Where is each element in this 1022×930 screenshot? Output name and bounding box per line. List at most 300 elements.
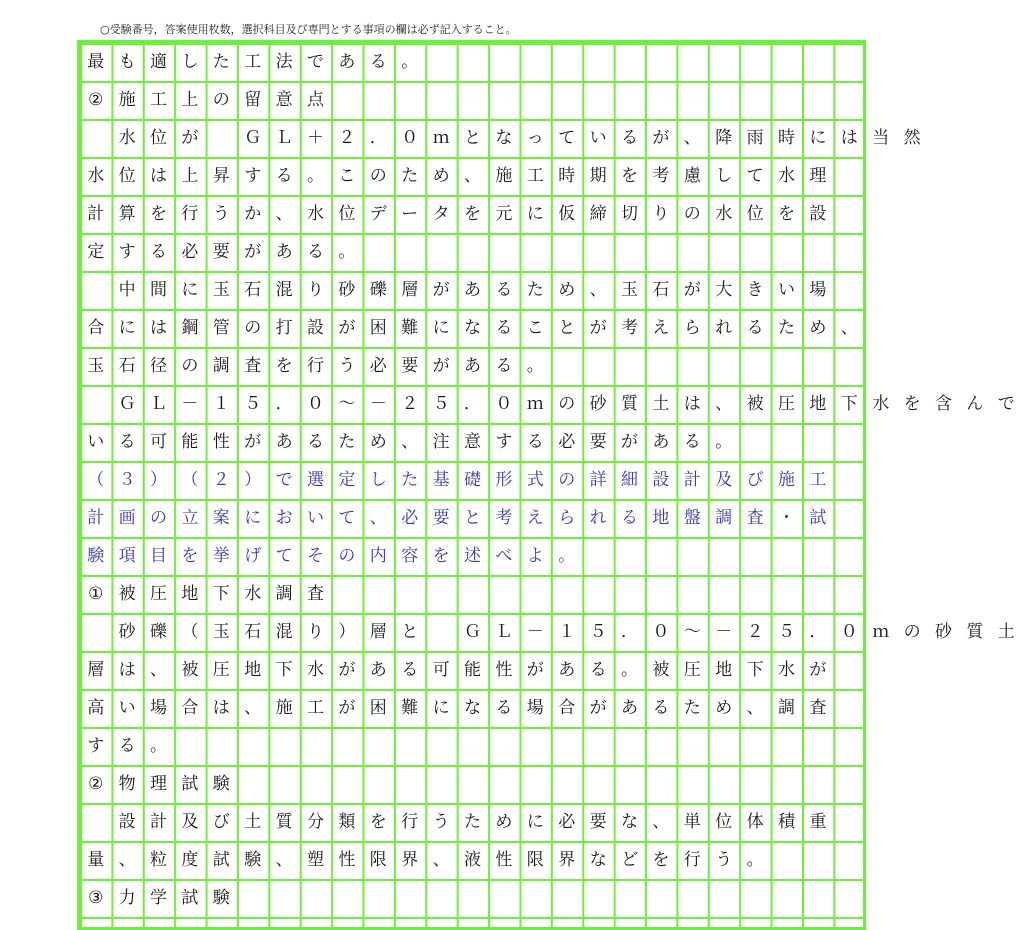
answer-row: [80, 43, 980, 81]
grid-char: ん: [966, 394, 984, 414]
grid-char: ５: [244, 394, 262, 414]
grid-char: あ: [463, 356, 481, 376]
grid-char: の: [212, 90, 230, 110]
grid-char: 水: [777, 166, 795, 186]
grid-char: め: [558, 280, 576, 300]
grid-char: 砂: [338, 280, 356, 300]
grid-char: は: [149, 166, 167, 186]
grid-char: の: [558, 394, 576, 414]
grid-char: す: [118, 242, 136, 262]
grid-char: と: [463, 128, 481, 148]
grid-char: 詳: [589, 470, 607, 490]
grid-char: 水: [715, 204, 733, 224]
grid-char: 水: [118, 128, 136, 148]
grid-char: 混: [275, 622, 293, 642]
grid-char: 。: [149, 736, 167, 756]
grid-char: な: [589, 850, 607, 870]
grid-char: あ: [620, 698, 638, 718]
answer-row: [80, 119, 980, 157]
grid-char: ら: [683, 318, 701, 338]
grid-char: 考: [495, 508, 513, 528]
grid-char: 点: [306, 90, 324, 110]
grid-char: に: [526, 812, 544, 832]
grid-char: 玉: [212, 280, 230, 300]
grid-char: 上: [181, 166, 199, 186]
grid-char: 、: [840, 318, 858, 338]
grid-char: 考: [620, 318, 638, 338]
grid-char: 。: [558, 546, 576, 566]
grid-char: 圧: [212, 660, 230, 680]
grid-char: 性: [495, 850, 513, 870]
grid-char: 設: [652, 470, 670, 490]
grid-char: 土: [997, 622, 1015, 642]
grid-char: め: [369, 432, 387, 452]
grid-char: 砂: [934, 622, 952, 642]
grid-char: 及: [181, 812, 199, 832]
answer-row: [80, 271, 980, 309]
grid-char: [80, 271, 111, 309]
grid-char: 性: [338, 850, 356, 870]
grid-char: に: [118, 318, 136, 338]
grid-char: 地: [715, 660, 733, 680]
grid-char: 位: [149, 128, 167, 148]
grid-char: ２: [212, 470, 230, 490]
grid-char: 地: [181, 584, 199, 604]
grid-char: た: [463, 812, 481, 832]
grid-char: 、: [149, 660, 167, 680]
grid-char: 盤: [683, 508, 701, 528]
grid-char: 圧: [683, 660, 701, 680]
grid-char: 要: [432, 508, 450, 528]
grid-char: が: [620, 432, 638, 452]
grid-char: 液: [463, 850, 481, 870]
grid-char: 期: [589, 166, 607, 186]
grid-char: 選: [306, 470, 324, 490]
grid-char: 試: [181, 774, 199, 794]
grid-char: の: [181, 356, 199, 376]
grid-char: の: [369, 166, 387, 186]
grid-char: 式: [526, 470, 544, 490]
grid-char: 圧: [777, 394, 795, 414]
grid-char: 時: [558, 166, 576, 186]
grid-char: 計: [87, 508, 105, 528]
grid-char: が: [244, 432, 262, 452]
grid-char: 圧: [149, 584, 167, 604]
grid-char: ～: [338, 394, 356, 414]
grid-char: に: [809, 128, 827, 148]
grid-char: [80, 613, 111, 651]
grid-char: 量: [87, 850, 105, 870]
grid-char: タ: [432, 204, 450, 224]
grid-char: び: [212, 812, 230, 832]
grid-char: 性: [212, 432, 230, 452]
grid-char: で: [275, 470, 293, 490]
grid-char: ５: [432, 394, 450, 414]
answer-row: [80, 727, 980, 765]
grid-char: り: [306, 622, 324, 642]
grid-char: 上: [181, 90, 199, 110]
grid-char: に: [432, 318, 450, 338]
answer-row: [80, 233, 980, 271]
grid-char: り: [306, 280, 324, 300]
grid-char: 土: [652, 394, 670, 414]
grid-char: 中: [118, 280, 136, 300]
grid-char: 、: [746, 698, 764, 718]
grid-char: 要: [589, 432, 607, 452]
grid-char: る: [306, 432, 324, 452]
grid-char: る: [495, 356, 513, 376]
grid-char: が: [338, 698, 356, 718]
answer-row: [80, 385, 1015, 423]
grid-char: が: [244, 242, 262, 262]
grid-char: る: [495, 280, 513, 300]
grid-char: 石: [118, 356, 136, 376]
grid-char: [425, 613, 456, 651]
grid-char: 締: [589, 204, 607, 224]
grid-char: 行: [401, 812, 419, 832]
grid-char: っ: [526, 128, 544, 148]
grid-char: ）: [338, 622, 356, 642]
grid-char: 塑: [306, 850, 324, 870]
grid-char: 最: [87, 52, 105, 72]
grid-char: 積: [777, 812, 795, 832]
grid-char: 挙: [212, 546, 230, 566]
grid-char: 鋼: [181, 318, 199, 338]
grid-char: ～: [683, 622, 701, 642]
grid-char: 石: [244, 280, 262, 300]
grid-char: 述: [463, 546, 481, 566]
grid-char: 。: [338, 242, 356, 262]
grid-char: が: [432, 280, 450, 300]
grid-char: す: [87, 736, 105, 756]
grid-char: を: [463, 204, 481, 224]
grid-char: 査: [244, 356, 262, 376]
grid-char: を: [432, 546, 450, 566]
grid-char: 施: [275, 698, 293, 718]
grid-char: 下: [840, 394, 858, 414]
grid-char: る: [589, 660, 607, 680]
grid-char: を: [903, 394, 921, 414]
question-row: [80, 537, 980, 575]
grid-char: [80, 385, 111, 423]
grid-char: る: [401, 660, 419, 680]
grid-char: －: [181, 394, 199, 414]
grid-char: 必: [181, 242, 199, 262]
grid-char: 物: [118, 774, 136, 794]
grid-char: ③: [88, 888, 104, 908]
grid-char: 地: [244, 660, 262, 680]
grid-char: 調: [777, 698, 795, 718]
grid-char: 、: [652, 812, 670, 832]
grid-char: 項: [118, 546, 136, 566]
grid-char: 容: [401, 546, 419, 566]
grid-char: う: [432, 812, 450, 832]
grid-char: 試: [212, 850, 230, 870]
grid-char: 、: [244, 698, 262, 718]
grid-char: あ: [463, 280, 481, 300]
grid-char: の: [903, 622, 921, 642]
grid-char: 可: [432, 660, 450, 680]
grid-char: を: [777, 204, 795, 224]
grid-char: 層: [401, 280, 419, 300]
grid-char: れ: [589, 508, 607, 528]
grid-char: Ｌ: [275, 128, 293, 148]
grid-char: あ: [652, 432, 670, 452]
grid-char: 法: [275, 52, 293, 72]
answer-row: [80, 651, 980, 689]
grid-char: 定: [338, 470, 356, 490]
grid-char: 地: [652, 508, 670, 528]
grid-char: 可: [149, 432, 167, 452]
grid-char: 画: [118, 508, 136, 528]
grid-char: よ: [526, 546, 544, 566]
grid-char: 工: [244, 52, 262, 72]
grid-char: 査: [746, 508, 764, 528]
grid-char: 玉: [212, 622, 230, 642]
grid-char: な: [463, 698, 481, 718]
grid-char: が: [683, 280, 701, 300]
grid-char: 玉: [87, 356, 105, 376]
grid-char: 類: [338, 812, 356, 832]
grid-char: 限: [369, 850, 387, 870]
grid-char: 試: [181, 888, 199, 908]
grid-char: の: [149, 508, 167, 528]
grid-char: 慮: [683, 166, 701, 186]
grid-char: を: [149, 204, 167, 224]
grid-char: 雨: [746, 128, 764, 148]
grid-char: 砂: [589, 394, 607, 414]
grid-char: る: [683, 432, 701, 452]
grid-char: 計: [149, 812, 167, 832]
grid-char: 施: [118, 90, 136, 110]
grid-char: 及: [715, 470, 733, 490]
grid-char: 重: [809, 812, 827, 832]
grid-char: １: [212, 394, 230, 414]
grid-char: 工: [526, 166, 544, 186]
grid-char: 、: [369, 508, 387, 528]
grid-char: る: [652, 698, 670, 718]
grid-char: い: [118, 698, 136, 718]
grid-char: る: [495, 698, 513, 718]
grid-char: 土: [244, 812, 262, 832]
grid-char: 切: [620, 204, 638, 224]
grid-char: 石: [244, 622, 262, 642]
grid-char: 難: [401, 318, 419, 338]
grid-char: が: [338, 660, 356, 680]
grid-char: た: [526, 280, 544, 300]
grid-char: べ: [495, 546, 513, 566]
grid-char: 合: [558, 698, 576, 718]
grid-char: と: [463, 508, 481, 528]
grid-char: 験: [212, 774, 230, 794]
grid-char: ー: [401, 204, 419, 224]
grid-char: 単: [683, 812, 701, 832]
grid-char: 玉: [620, 280, 638, 300]
grid-char: 学: [149, 888, 167, 908]
answer-row: [80, 841, 980, 879]
grid-char: 細: [620, 470, 638, 490]
grid-char: ０: [652, 622, 670, 642]
grid-char: デ: [369, 204, 387, 224]
grid-char: り: [652, 204, 670, 224]
grid-char: は: [149, 318, 167, 338]
grid-char: 験: [244, 850, 262, 870]
question-row: [80, 461, 980, 499]
grid-char: （: [181, 470, 199, 490]
grid-char: 礫: [149, 622, 167, 642]
grid-char: 計: [87, 204, 105, 224]
grid-char: 合: [181, 698, 199, 718]
grid-char: き: [746, 280, 764, 300]
grid-char: 困: [369, 698, 387, 718]
answer-row: [80, 157, 980, 195]
grid-char: 水: [244, 584, 262, 604]
grid-char: 管: [212, 318, 230, 338]
grid-char: か: [244, 204, 262, 224]
grid-char: 被: [118, 584, 136, 604]
grid-char: を: [620, 166, 638, 186]
grid-char: す: [244, 166, 262, 186]
grid-char: 行: [306, 356, 324, 376]
grid-char: 大: [715, 280, 733, 300]
answer-row: [80, 803, 980, 841]
grid-char: れ: [715, 318, 733, 338]
grid-char: 石: [652, 280, 670, 300]
grid-char: [80, 119, 111, 157]
grid-char: 下: [212, 584, 230, 604]
grid-char: ０: [401, 128, 419, 148]
grid-char: ）: [149, 470, 167, 490]
grid-char: 砂: [118, 622, 136, 642]
grid-char: 礎: [463, 470, 481, 490]
grid-char: ＋: [306, 128, 324, 148]
grid-char: で: [306, 52, 324, 72]
grid-char: 能: [181, 432, 199, 452]
grid-char: 必: [558, 812, 576, 832]
grid-char: と: [558, 318, 576, 338]
grid-char: 昇: [212, 166, 230, 186]
grid-char: 位: [746, 204, 764, 224]
grid-char: が: [589, 698, 607, 718]
grid-char: て: [338, 508, 356, 528]
grid-char: め: [809, 318, 827, 338]
grid-char: 、: [401, 432, 419, 452]
grid-char: 内: [369, 546, 387, 566]
grid-char: 工: [149, 90, 167, 110]
answer-row: [80, 613, 1015, 651]
grid-char: 間: [149, 280, 167, 300]
grid-char: 考: [652, 166, 670, 186]
grid-char: 場: [526, 698, 544, 718]
grid-char: 能: [463, 660, 481, 680]
grid-char: （: [87, 470, 105, 490]
grid-char: は: [840, 128, 858, 148]
grid-char: う: [212, 204, 230, 224]
grid-char: え: [652, 318, 670, 338]
grid-char: で: [997, 394, 1015, 414]
grid-char: 留: [244, 90, 262, 110]
grid-char: 場: [809, 280, 827, 300]
answer-grid-sheet: [77, 40, 1015, 930]
grid-char: う: [338, 356, 356, 376]
grid-char: ０: [306, 394, 324, 414]
grid-char: 調: [212, 356, 230, 376]
grid-char: が: [809, 660, 827, 680]
grid-char: 設: [118, 812, 136, 832]
grid-char: る: [275, 166, 293, 186]
grid-char: あ: [558, 660, 576, 680]
grid-char: に: [181, 280, 199, 300]
grid-char: 立: [181, 508, 199, 528]
grid-char: ｍ: [432, 128, 450, 148]
grid-char: 水: [87, 166, 105, 186]
grid-char: 混: [275, 280, 293, 300]
grid-char: 被: [652, 660, 670, 680]
grid-char: 当: [872, 128, 890, 148]
grid-char: 地: [809, 394, 827, 414]
grid-char: 行: [181, 204, 199, 224]
grid-char: 。: [401, 52, 419, 72]
grid-char: こ: [338, 166, 356, 186]
grid-char: び: [746, 470, 764, 490]
grid-char: る: [620, 128, 638, 148]
grid-char: 限: [526, 850, 544, 870]
grid-char: 験: [87, 546, 105, 566]
grid-char: あ: [369, 660, 387, 680]
grid-char: な: [495, 128, 513, 148]
grid-char: 分: [306, 812, 324, 832]
grid-char: 、: [275, 204, 293, 224]
answer-row: [80, 195, 980, 233]
grid-char: る: [118, 432, 136, 452]
answer-row: [80, 347, 980, 385]
grid-char: 。: [746, 850, 764, 870]
grid-char: に: [526, 204, 544, 224]
grid-char: 性: [495, 660, 513, 680]
grid-char: 仮: [558, 204, 576, 224]
grid-char: ｍ: [872, 622, 890, 642]
grid-char: 目: [149, 546, 167, 566]
grid-char: ２: [401, 394, 419, 414]
grid-char: こ: [526, 318, 544, 338]
grid-char: 、: [275, 850, 293, 870]
answer-row: [80, 879, 980, 917]
grid-char: 礫: [369, 280, 387, 300]
grid-char: の: [558, 470, 576, 490]
grid-char: ２: [746, 622, 764, 642]
grid-char: ．: [809, 622, 827, 642]
grid-char: 水: [306, 660, 324, 680]
grid-char: る: [149, 242, 167, 262]
grid-char: 工: [809, 470, 827, 490]
grid-char: 。: [715, 432, 733, 452]
grid-char: 高: [87, 698, 105, 718]
grid-char: 定: [87, 242, 105, 262]
grid-char: な: [463, 318, 481, 338]
grid-char: ．: [369, 128, 387, 148]
grid-char: 下: [275, 660, 293, 680]
grid-char: が: [338, 318, 356, 338]
grid-char: ．: [620, 622, 638, 642]
grid-char: な: [620, 812, 638, 832]
grid-char: [80, 803, 111, 841]
grid-char: 力: [118, 888, 136, 908]
grid-char: る: [369, 52, 387, 72]
grid-char: 位: [338, 204, 356, 224]
grid-char: 算: [118, 204, 136, 224]
grid-char: ②: [88, 774, 104, 794]
grid-char: あ: [338, 52, 356, 72]
